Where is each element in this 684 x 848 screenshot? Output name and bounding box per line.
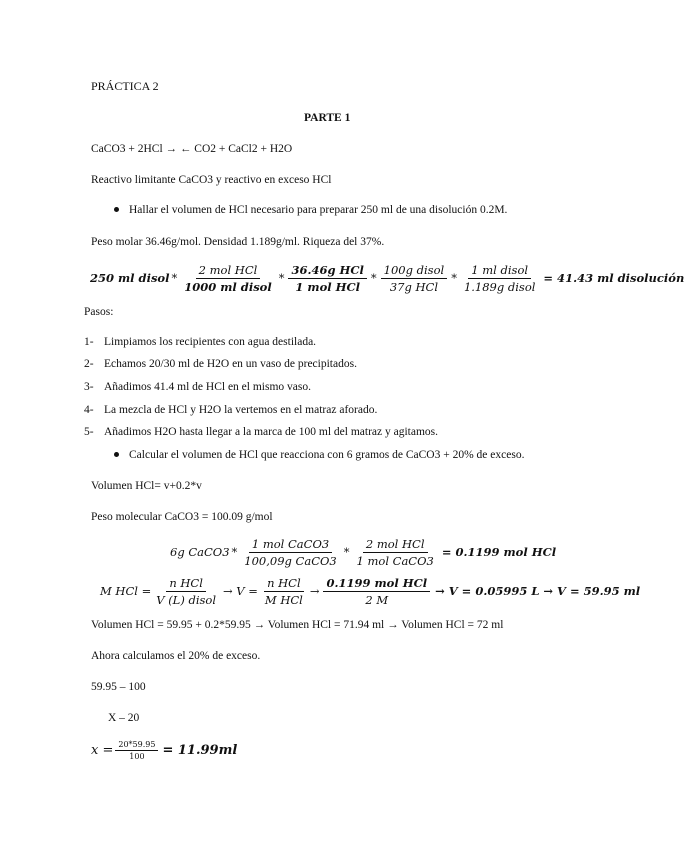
volume-formula-text: Volumen HCl= v+0.2*v [91,480,202,492]
rule-of-three-line-2: X – 20 [108,712,140,724]
eq2-fraction-1: $\frac{\text{1 mol CaCO3}}{\text{100,09g CaCO3}}$ [244,536,337,568]
eq3-mid: → V = [223,584,258,598]
step-1-number: 1- [84,336,94,348]
step-4-number: 4- [84,404,94,416]
eq1-fraction-4: $\frac{\text{1 ml disol}}{\text{1.189g disol}}$ [463,262,536,294]
eq3-result: → V = 0.05995 L → V = 59.95 ml [435,584,641,598]
volume-result-text: Volumen HCl = 59.95 + 0.2*59.95 → Volumen HCl = 71.94 ml → Volumen HCl = 72 ml [91,619,504,631]
eq1-result: = 41.43 ml disolución [543,271,684,285]
step-2-text: Echamos 20/30 ml de H2O en un vaso de precipitados. [104,358,357,370]
equation-excess [91,735,237,765]
step-3-number: 3- [84,381,94,393]
eq1-fraction-1: $\frac{\text{2 mol HCl}}{\text{1000 ml disol}}$ [184,262,272,294]
eq3-fraction-3: $\frac{\text{0.1199 mol HCl}}{2 M}$ [323,576,430,607]
equation-moles: 6g CaCO3 * $\frac{\text{1 mol CaCO3}}{\text{100,09g CaCO3}}$ * $\frac{\text{2 mol HCl}}{\text{1 mol CaCO3}}$ = 0.1199 mol HCl [170,536,557,568]
reaction-equation: CaCO3 + 2HCl → ← CO2 + CaCl2 + H2O [91,143,293,155]
eq1-lead: 250 ml disol [90,271,170,285]
bullet-task-1: Hallar el volumen de HCl necesario para preparar 250 ml de una disolución 0.2M. [129,204,508,216]
eq2-fraction-2: $\frac{\text{2 mol HCl}}{\text{1 mol CaCO3}}$ [356,536,434,568]
bullet-dot [114,207,119,212]
eq4-fraction: $\frac{20*59.95}{100}$ [115,740,158,761]
molar-info-text: Peso molar 36.46g/mol. Densidad 1.189g/ml. Riqueza del 37%. [91,236,385,248]
step-2-number: 2- [84,358,94,370]
rule-of-three-line-1: 59.95 – 100 [91,681,146,693]
step-5-number: 5- [84,426,94,438]
step-4-text: La mezcla de HCl y H2O la vertemos en el matraz aforado. [104,404,378,416]
eq2-result: = 0.1199 mol HCl [441,545,557,559]
bullet-task-2: Calcular el volumen de HCl que reacciona con 6 gramos de CaCO3 + 20% de exceso. [129,449,525,461]
limiting-reagent-text: Reactivo limitante CaCO3 y reactivo en exceso HCl [91,174,332,186]
eq3-fraction-1: $\frac{\text{n HCl}}{\text{V (L) disol}}$ [156,575,217,607]
page-title: PRÁCTICA 2 [91,79,159,93]
eq1-fraction-2: $\frac{\text{36.46g HCl}}{\text{1 mol HCl}}$ [288,263,366,294]
bullet-dot [114,452,119,457]
eq3-fraction-2: $\frac{\text{n HCl}}{\text{M HCl}}$ [264,575,303,607]
step-1-text: Limpiamos los recipientes con agua destilada. [104,336,317,348]
step-5-text: Añadimos H2O hasta llegar a la marca de 100 ml del matraz y agitamos. [104,426,439,438]
eq4-result: = 11.99ml [162,742,238,758]
section-heading: PARTE 1 [304,112,351,124]
steps-heading: Pasos: [84,306,114,318]
eq4-lead: x = [91,742,114,758]
equation-molarity [100,574,640,608]
molecular-weight-text: Peso molecular CaCO3 = 100.09 g/mol [91,511,273,523]
eq2-lead: 6g CaCO3 [170,545,230,559]
excess-intro-text: Ahora calculamos el 20% de exceso. [91,650,261,662]
eq3-lead: M HCl = [100,584,152,598]
eq3-arrow: → [309,584,320,598]
equation-dilution: 250 ml disol * $\frac{\text{2 mol HCl}}{\text{1000 ml disol}}$ * $\frac{\text{36.46g HCl}}{\text{1 mol HCl}}$ * $\frac{\text{100g disol}}{\text{37g HCl}}$ * $\frac{\text{1 ml disol}}{\text{1.189g disol}}$ = 41.43 ml disolución [90,262,684,294]
step-3-text: Añadimos 41.4 ml de HCl en el mismo vaso. [104,381,311,393]
eq1-fraction-3: $\frac{\text{100g disol}}{\text{37g HCl}}$ [381,263,448,294]
